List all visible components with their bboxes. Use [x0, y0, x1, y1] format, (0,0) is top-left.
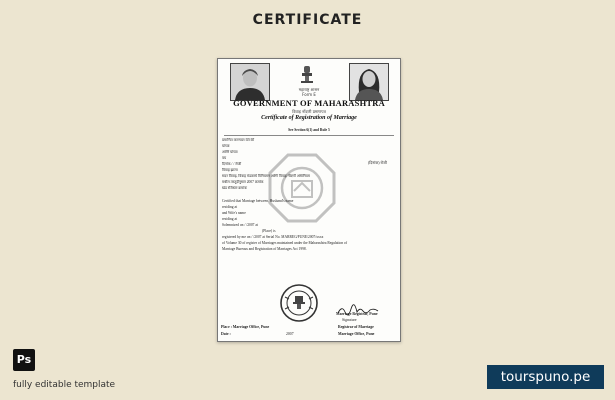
body-line: residing at	[222, 205, 238, 209]
body-line: खंड रजिस्टर क्रमांक	[222, 186, 248, 190]
hindi-subheading: विवाह नोंदणी प्रमाणपत्र	[292, 109, 326, 114]
body-line: Certified that Marriage between, Husband's name	[222, 199, 294, 203]
body-line: and Wife's name	[222, 211, 246, 215]
rule-reference: See Section 6(1) and Rule 5	[288, 128, 330, 132]
body-line: विवाह झाला	[222, 168, 238, 172]
body-line: registered by me on / /2007 at Serial No. MARREG/PUNE/2007/xxxx	[222, 235, 324, 239]
divider	[224, 135, 394, 136]
body-line: Marriage Bureaus and Registration of Marriages Act 1998.	[222, 247, 307, 251]
body-line: मधील तरतूदीनुसार 2007 क्रमांक	[222, 180, 264, 184]
official-seal	[279, 283, 319, 323]
body-line: आणि यांच्या	[222, 150, 238, 154]
body-line: Solemnized on / /2007 at	[222, 223, 258, 227]
hindi-heading: महाराष्ट्र शासन	[298, 87, 320, 92]
state-emblem-icon	[298, 65, 316, 85]
body-line: वय	[222, 156, 227, 160]
editable-template-label: fully editable template	[13, 380, 116, 390]
date-label: Date :	[221, 332, 231, 336]
certificate-document	[217, 58, 401, 342]
form-number: Form E	[302, 92, 316, 97]
body-line: यांच्या	[222, 144, 230, 148]
body-line: of Volume 30 of register of Marriages maintained under the Maharashtra Regulation of	[222, 241, 348, 245]
body-line: दिनांक / / रोजी	[222, 162, 242, 166]
photoshop-logo-icon: Ps	[13, 349, 35, 371]
signature-text: Marriage Registrar, Pune	[336, 312, 378, 316]
body-line: सदर विवाह, विवाह मंडळाचे विनियमन आणि विवाह नोंदणी अधिनियम	[222, 174, 310, 178]
registrar-label: Registrar of Marriage	[338, 325, 374, 329]
body-line: (Place) is	[262, 229, 276, 233]
brand-badge: tourspuno.pe	[487, 365, 604, 389]
place-label: Place : Marriage Office, Pune	[221, 325, 270, 329]
body-line: प्रमाणित करण्यात येते की	[222, 138, 255, 142]
page-title: CERTIFICATE	[252, 12, 363, 28]
office-label: Marriage Office, Pune	[338, 332, 375, 336]
government-heading: GOVERNMENT OF MAHARASHTRA	[233, 98, 385, 108]
date-note: (दिनांक) रोजी	[368, 161, 387, 165]
certificate-title: Certificate of Registration of Marriage	[261, 115, 357, 121]
body-line: residing at	[222, 217, 238, 221]
date-value: 2007	[286, 332, 294, 336]
signature-label: Signature	[342, 318, 357, 322]
